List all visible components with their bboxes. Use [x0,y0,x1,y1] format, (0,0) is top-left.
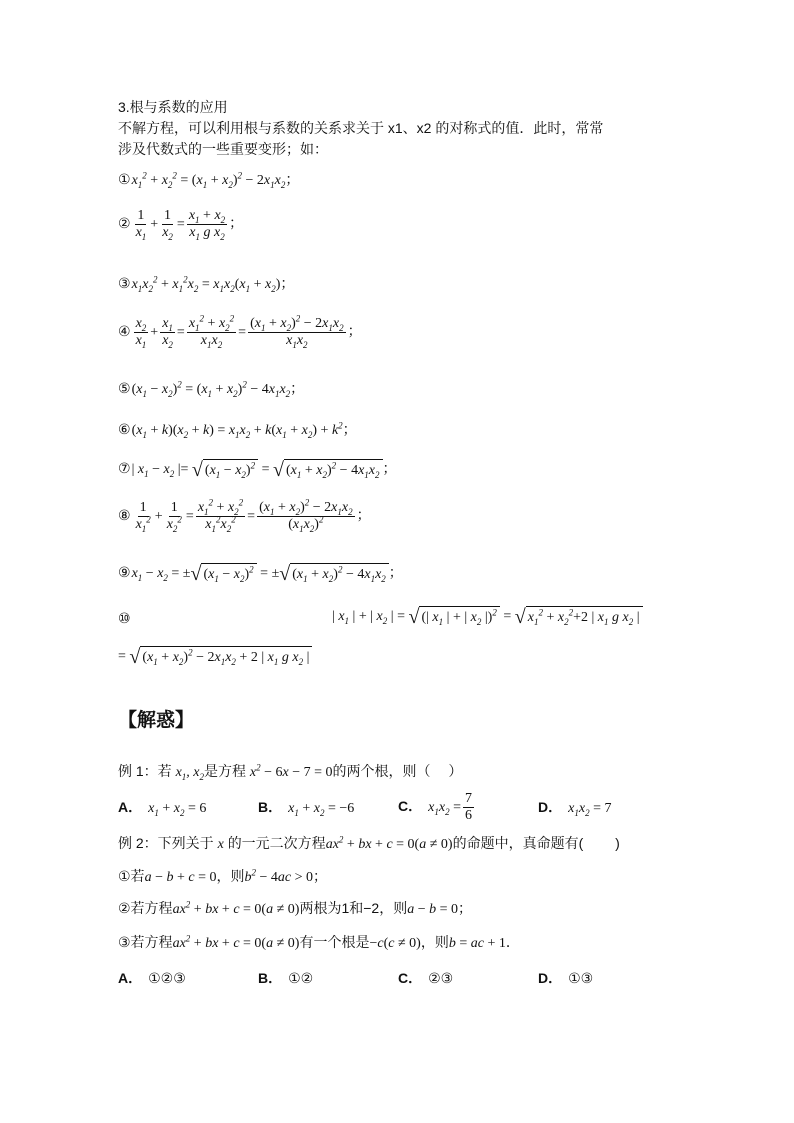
example-2-question: 例 2：下列关于 x 的一元二次方程$ax^2$ + bx + c = 0(a ≠ 0)的命题中，真命题有( ) [118,834,620,852]
formula-10-number: ⑩ [118,611,131,627]
section-heading: 3.根与系数的应用 [118,99,228,115]
example-1-option-a[interactable]: A． $x_1 + x_2 = 6$ [118,799,207,818]
formula-10-line-2: = √ $(x_1 + x_2)^2 - 2x_1x_2 + 2$ | $x_1$ g $x_2$ | [118,645,312,668]
section-title: 【解惑】 [118,710,195,731]
example-2-statement-2: ②若方程$ax^2$ + bx + c = 0(a ≠ 0)两根为1和−2，则a − b = 0； [118,899,473,917]
intro-line-2: 涉及代数式的一些重要变形；如： [118,141,328,157]
formula-2: ② $\frac{1}{x_1}$ + $\frac{1}{x_2}$ = $\frac{x_1 + x_2}{x_1 g x_2}$ ； [118,208,244,242]
example-1-question: 例 1：若 $x_1$, $x_2$是方程 $x^2 - 6x - 7 = 0$的两个根，则（ ） [118,762,463,782]
formula-1: $①x_1^2 + x_2^2 = (x_1 + x_2)^2 - 2x_1x_2$； [118,170,300,190]
example-1-option-b[interactable]: B． $x_1 + x_2 = -6$ [258,799,355,818]
formula-6: $⑥(x_1 + k)(x_2 + k) = x_1x_2 + k(x_1 + x_2) + k^2$； [118,420,357,440]
intro-line-1: 不解方程，可以利用根与系数的关系求关于 x1、x2 的对称式的值．此时，常常 [118,120,604,136]
example-2-statement-3: ③若方程$ax^2$ + bx + c = 0(a ≠ 0)有一个根是−c(c ≠ 0)，则b = ac + 1． [118,933,520,951]
example-2-option-a[interactable]: A． ①②③ [118,970,186,986]
formula-5: $⑤(x_1 - x_2)^2 = (x_1 + x_2)^2 - 4x_1x_2$； [118,379,305,399]
formula-3: $③x_1x_2^2 + x_1^2x_2 = x_1x_2(x_1 + x_2)$； [118,274,295,294]
example-1-option-c[interactable]: C． $x_1x_2$ = $\frac{7}{6}$ [398,791,472,823]
formula-7: ⑦| $x_1 - x_2$ |= √ $(x_1 - x_2)^2$ = √ $(x_1 + x_2)^2 - 4x_1x_2$ ； [118,458,397,481]
formula-9: $⑨x_1 - x_2$ = ± √ $(x_1 - x_2)^2$ = ± √ $(x_1 + x_2)^2 - 4x_1x_2$ ； [118,562,403,585]
formula-4: ④ $\frac{x_2}{x_1}$ + $\frac{x_1}{x_2}$ = $\frac{x_1^2 + x_2^2}{x_1x_2}$ = $\frac{(x_1 + x_2)^2 - 2x_1x_2}{x_1x_2}$ ； [118,313,362,350]
example-2-statement-1: ①若a − b + c = 0，则$b^2 - 4ac > 0$； [118,867,328,885]
example-2-option-d[interactable]: D． ①③ [538,970,594,986]
example-2-option-c[interactable]: C． ②③ [398,970,454,986]
formula-8: ⑧ $\frac{1}{x_1^2}$ + $\frac{1}{x_2^2}$ = $\frac{x_1^2 + x_2^2}{x_1^2x_2^2}$ = $\frac{(x_1 + x_2)^2 - 2x_1x_2}{(x_1x_2)^2}$ ； [118,497,371,534]
example-1-option-d[interactable]: D． $x_1x_2 = 7$ [538,799,612,818]
formula-10-line-1: | $x_1$ | + | $x_2$ | = √ (| $x_1$ | + | $x_2$ |)$^2$ = √ $x_1^2 + x_2^2+2$ | $x_1$ g $x_2$ | [332,605,643,628]
example-2-option-b[interactable]: B． ①② [258,970,314,986]
